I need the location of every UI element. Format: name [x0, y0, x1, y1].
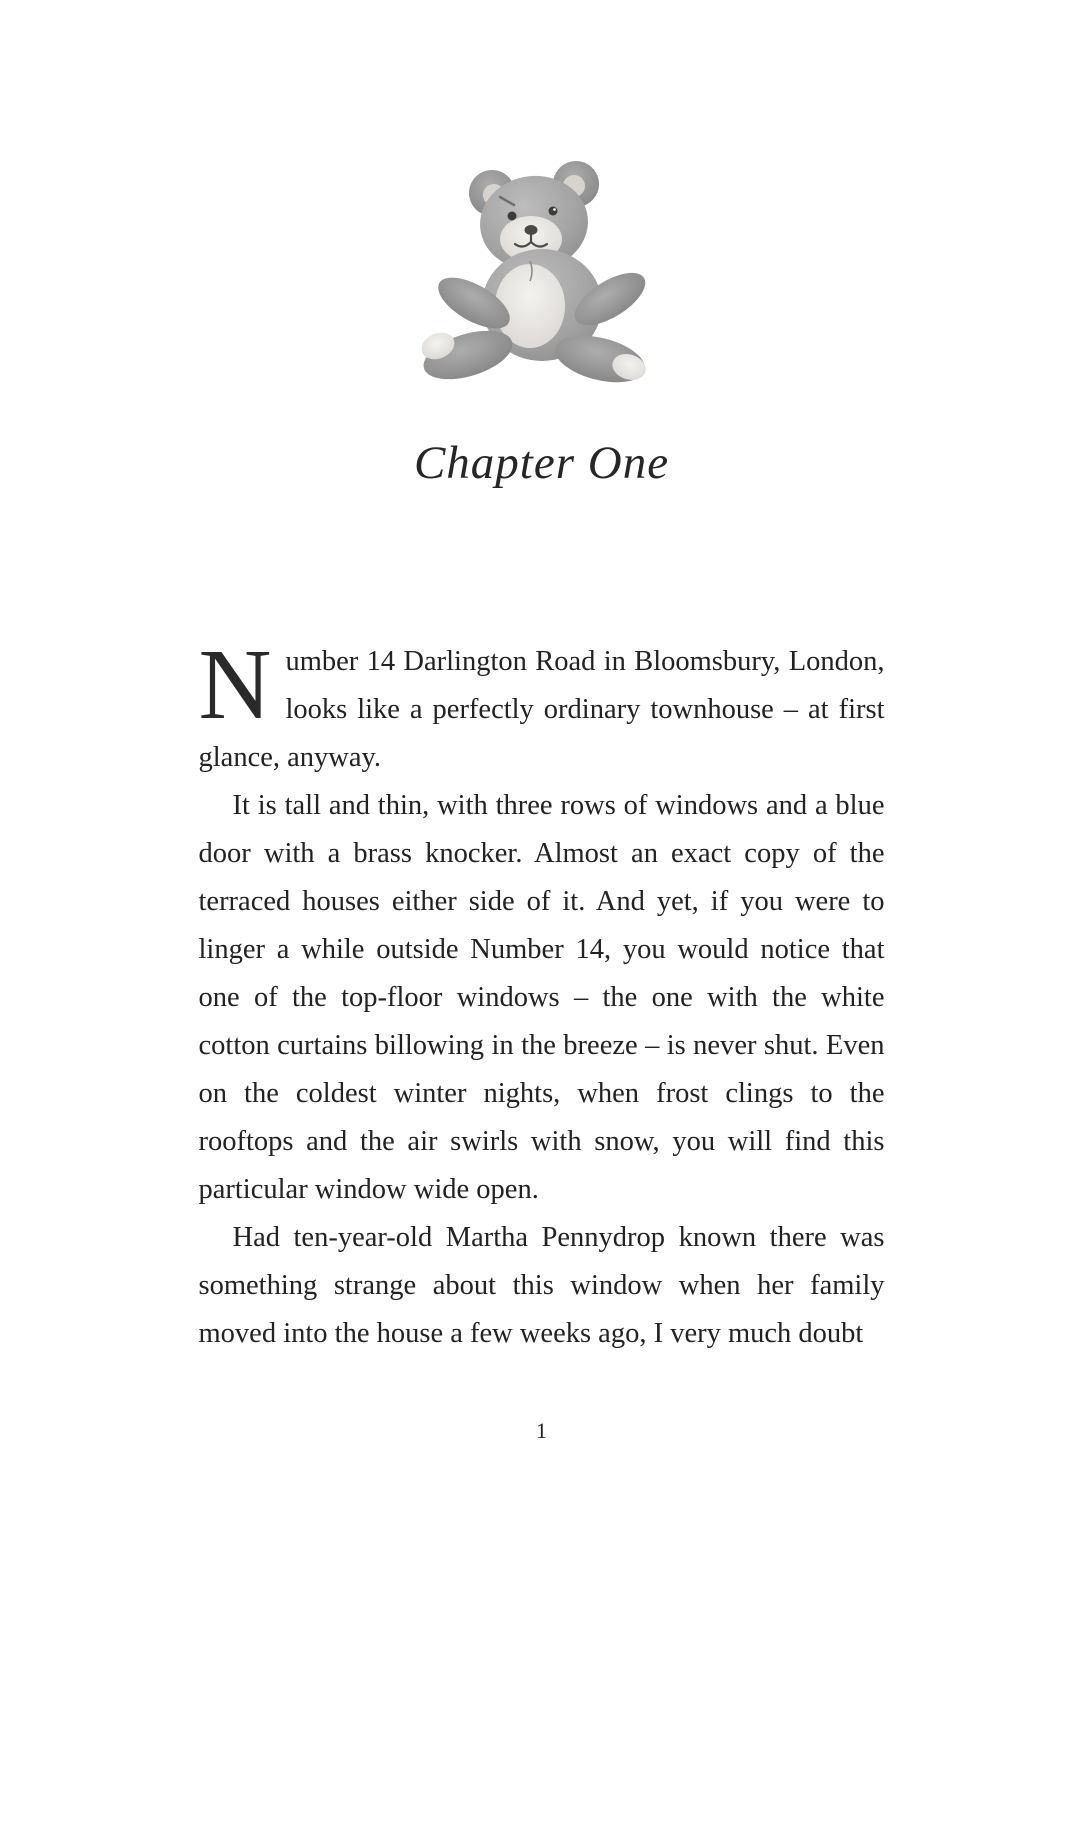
body-text: [198, 628, 885, 1358]
teddy-bear-illustration: [411, 152, 673, 394]
paragraph-1-text: umber 14 Darlington Road in Bloomsbury, London, looks like a perfectly ordinary townhouse – at first glance, anyway.: [198, 646, 885, 773]
dropcap-letter: N: [198, 628, 272, 740]
paragraph-1: [198, 628, 885, 782]
chapter-title: Chapter One: [413, 437, 670, 489]
paragraph-2: It is tall and thin, with three rows of windows and a blue door with a brass knocker. Almost an exact copy of the terraced houses either side of it. And yet, if you were to linger a while outside Number 14, you would notice that one of the top-floor windows – the one with the white cotton curtains billowing in the breeze – is never shut. Even on the coldest winter nights, when frost clings to the rooftops and the air swirls with snow, you will find this particular window wide open.: [198, 790, 885, 1205]
paragraph-3: Had ten-year-old Martha Pennydrop known there was something strange about this window when her family moved into the house a few weeks ago, I very much doubt: [198, 1222, 885, 1349]
page-number: 1: [536, 1418, 547, 1443]
teddy-bear-icon: [412, 153, 672, 393]
